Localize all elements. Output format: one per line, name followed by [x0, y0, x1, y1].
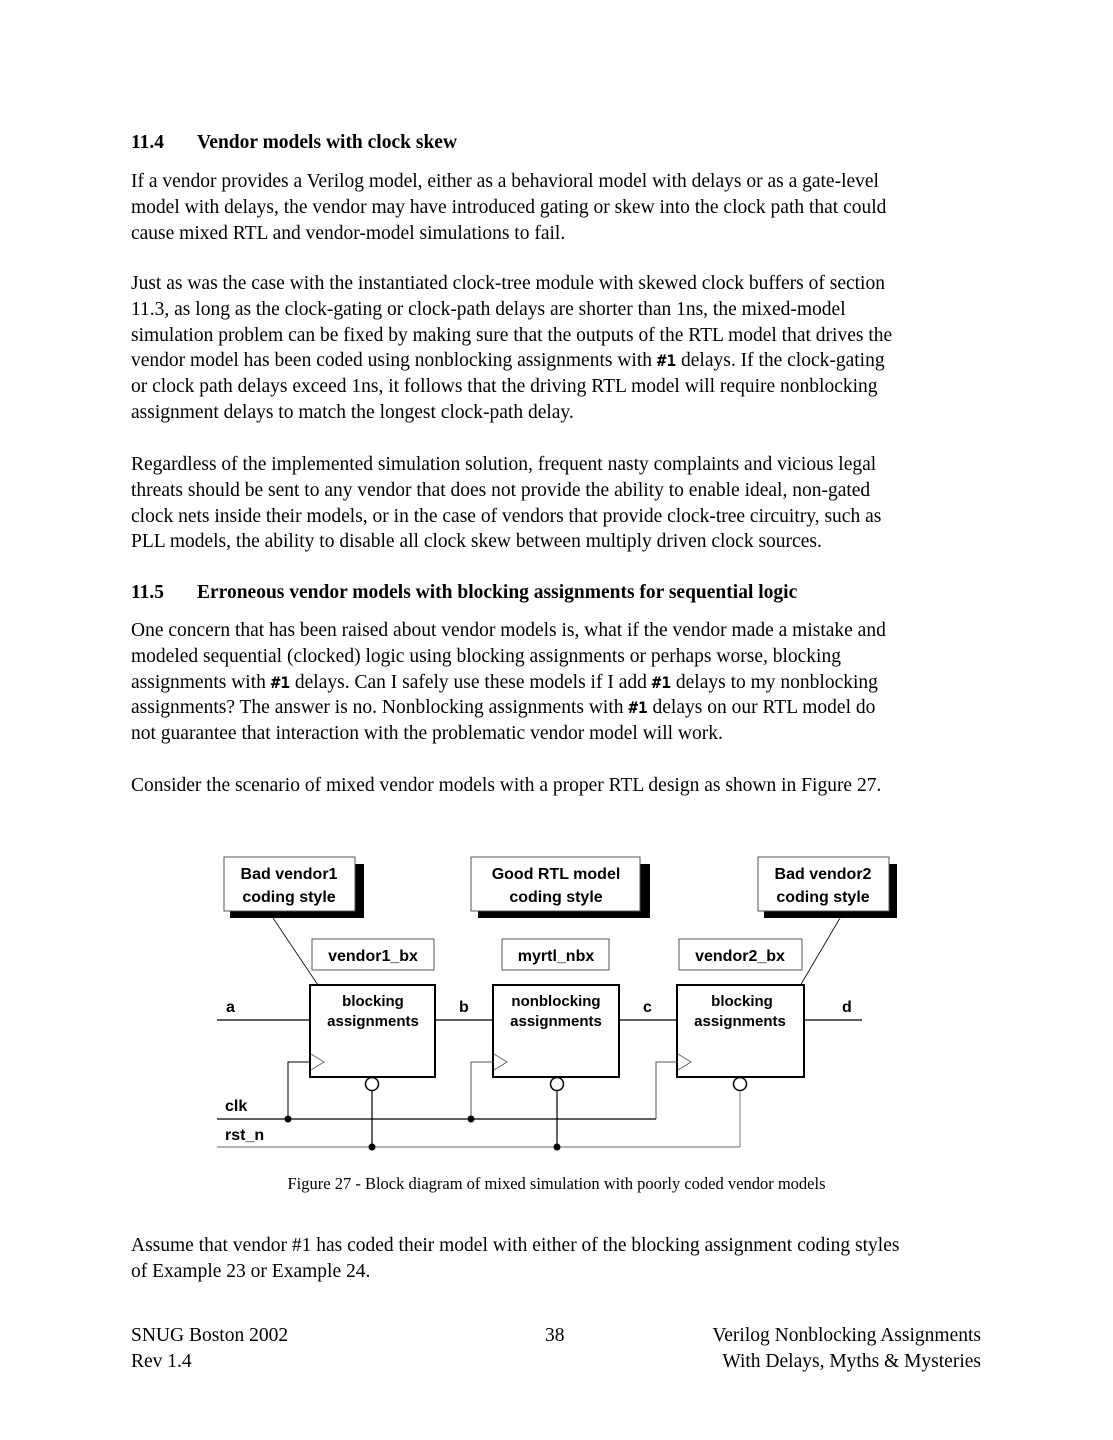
instance-label-myrtl [502, 939, 609, 970]
junction-dot [468, 1116, 475, 1123]
text-line: of Example 23 or Example 24. [131, 1260, 371, 1282]
callout-bad-vendor1 [224, 857, 364, 918]
block-text: nonblocking [511, 993, 601, 1010]
reset-inversion-bubble [366, 1078, 379, 1091]
inline-code: #1 [656, 351, 677, 371]
section-title: Erroneous vendor models with blocking assignments for sequential logic [197, 582, 798, 603]
callout-good-rtl [471, 857, 650, 918]
text-line: threats should be sent to any vendor that does not provide the ability to enable ideal, non-gated [131, 479, 871, 501]
block-myrtl [493, 985, 619, 1091]
text-line: cause mixed RTL and vendor-model simulations to fail. [131, 222, 566, 244]
footer-page-number: 38 [545, 1325, 565, 1346]
callout-bad-vendor2 [758, 857, 897, 918]
junction-dot [369, 1144, 376, 1151]
callout-text: coding style [509, 889, 603, 906]
callout-text: Bad vendor2 [774, 866, 872, 883]
text-line: 11.3, as long as the clock-gating or clock-path delays are shorter than 1ns, the mixed-model [131, 298, 846, 320]
clk-tap-vendor1 [288, 1062, 311, 1119]
signal-label-clk: clk [225, 1098, 248, 1115]
block-text: assignments [510, 1013, 602, 1030]
text-line: One concern that has been raised about vendor models is, what if the vendor made a mistake and [131, 620, 886, 641]
footer-left [131, 1323, 288, 1375]
section-number: 11.5 [131, 582, 165, 603]
text-run: delays on our RTL model do [647, 697, 876, 719]
section-number: 11.4 [131, 132, 165, 153]
inline-code: #1 [270, 672, 291, 692]
instance-name: myrtl_nbx [517, 948, 595, 965]
block-vendor1 [310, 985, 435, 1091]
instance-label-vendor1 [312, 939, 434, 970]
text-line: If a vendor provides a Verilog model, either as a behavioral model with delays or as a gate-level [131, 171, 879, 192]
figure-caption: Figure 27 - Block diagram of mixed simulation with poorly coded vendor models [287, 1174, 826, 1193]
text-run: delays. If the clock-gating [676, 350, 885, 372]
text-line: model with delays, the vendor may have introduced gating or skew into the clock path that could [131, 196, 887, 218]
signal-label-rst-n: rst_n [225, 1127, 265, 1144]
reset-inversion-bubble [734, 1078, 747, 1091]
inline-code: #1 [651, 672, 672, 692]
text-line: or clock path delays exceed 1ns, it follows that the driving RTL model will require nonblocking [131, 376, 878, 398]
signal-label-c: c [643, 999, 652, 1016]
block-text: blocking [711, 993, 773, 1010]
footer-title-line2: With Delays, Myths & Mysteries [722, 1351, 981, 1372]
footer-title-line1: Verilog Nonblocking Assignments [712, 1325, 981, 1346]
text-run: vendor model has been coded using nonblocking assignments with [131, 350, 657, 372]
callout-text: Good RTL model [491, 866, 621, 883]
text-run: delays to my nonblocking [671, 671, 878, 693]
text-line: simulation problem can be fixed by making sure that the outputs of the RTL model that drives the [131, 324, 893, 346]
text-line: not guarantee that interaction with the problematic vendor model will work. [131, 723, 723, 745]
footer-conference: SNUG Boston 2002 [131, 1325, 289, 1346]
text-line: PLL models, the ability to disable all clock skew between multiply driven clock sources. [131, 531, 822, 553]
junction-dot [285, 1116, 292, 1123]
clk-tap-myrtl [471, 1062, 494, 1119]
block-text: assignments [694, 1013, 786, 1030]
text-line: modeled sequential (clocked) logic using blocking assignments or perhaps worse, blocking [131, 645, 841, 667]
text-line: assignment delays to match the longest clock-path delay. [131, 401, 574, 423]
signal-label-d: d [842, 999, 852, 1016]
text-run: delays. Can I safely use these models if I add [290, 671, 652, 693]
reset-inversion-bubble [551, 1078, 564, 1091]
signal-label-a: a [226, 999, 235, 1016]
callout-text: Bad vendor1 [240, 866, 338, 883]
paragraph-6 [131, 1233, 991, 1285]
text-line: Consider the scenario of mixed vendor models with a proper RTL design as shown in Figure 27. [131, 775, 882, 796]
instance-name: vendor2_bx [695, 948, 785, 965]
junction-dot [554, 1144, 561, 1151]
inline-code: #1 [628, 698, 648, 718]
section-title: Vendor models with clock skew [197, 132, 458, 153]
text-line: Just as was the case with the instantiated clock-tree module with skewed clock buffers of section [131, 273, 885, 294]
block-text: assignments [327, 1013, 419, 1030]
text-run: assignments? The answer is no. Nonblocking assignments with [131, 697, 629, 719]
block-text: blocking [342, 993, 404, 1010]
footer-revision: Rev 1.4 [131, 1351, 192, 1372]
footer-right [712, 1323, 981, 1375]
text-line: clock nets inside their models, or in the case of vendors that provide clock-tree circuitry, such as [131, 505, 882, 527]
text-line: Regardless of the implemented simulation solution, frequent nasty complaints and vicious legal [131, 454, 877, 475]
instance-name: vendor1_bx [328, 948, 418, 965]
clk-tap-vendor2 [656, 1062, 678, 1119]
callout-text: coding style [242, 889, 336, 906]
signal-label-b: b [459, 999, 469, 1016]
callout-text: coding style [776, 889, 870, 906]
text-run: assignments with [131, 671, 271, 693]
instance-label-vendor2 [679, 939, 802, 970]
text-line: Assume that vendor #1 has coded their model with either of the blocking assignment coding styles [131, 1235, 900, 1256]
block-vendor2 [677, 985, 804, 1091]
